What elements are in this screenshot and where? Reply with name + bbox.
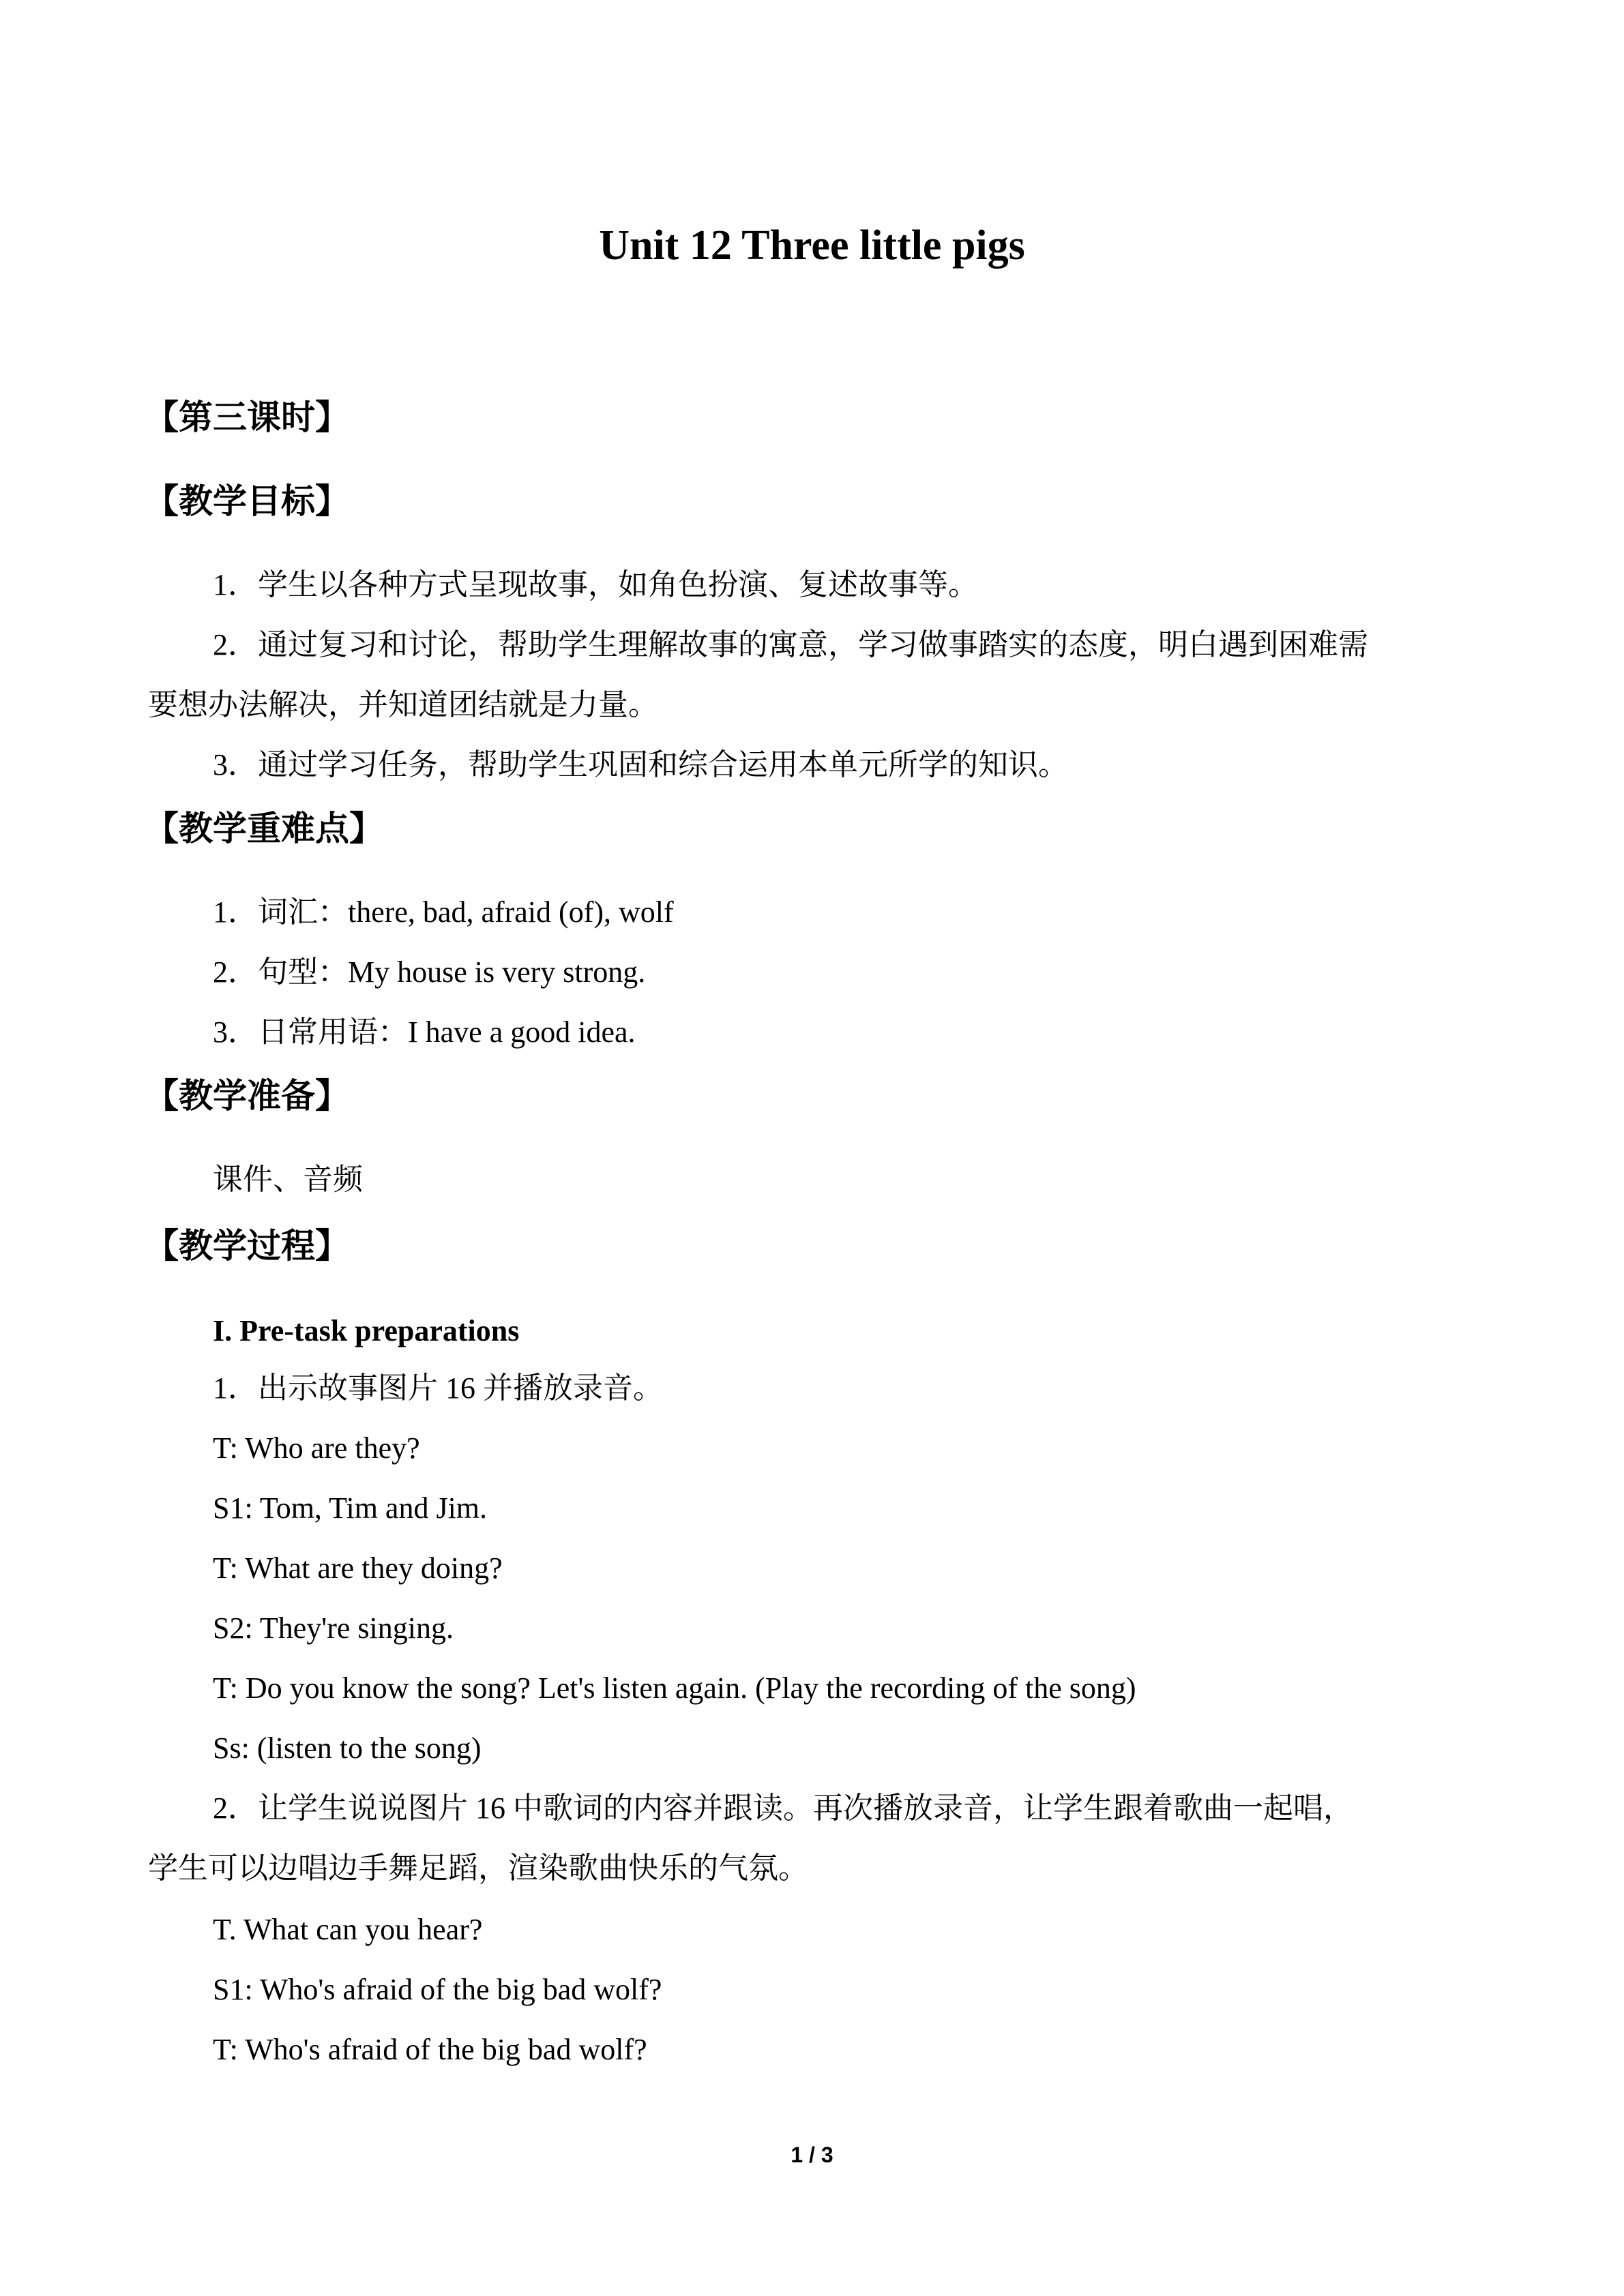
key-point-item-2: 2．句型：My house is very strong. bbox=[213, 955, 646, 989]
dialogue-line: T: Who are they? bbox=[213, 1431, 420, 1465]
dialogue-line: S1: Who's afraid of the big bad wolf? bbox=[213, 1973, 662, 2006]
lesson-period-heading: 【第三课时】 bbox=[145, 398, 349, 437]
page-number: 1 / 3 bbox=[791, 2143, 833, 2167]
step-2-line-2: 学生可以边唱边手舞足蹈，渲染歌曲快乐的气氛。 bbox=[148, 1851, 808, 1885]
key-points-heading: 【教学重难点】 bbox=[145, 809, 383, 848]
dialogue-line: T: Who's afraid of the big bad wolf? bbox=[213, 2033, 647, 2066]
dialogue-line: S1: Tom, Tim and Jim. bbox=[213, 1491, 488, 1525]
objective-item-3: 3．通过学习任务，帮助学生巩固和综合运用本单元所学的知识。 bbox=[213, 748, 1068, 781]
key-point-item-1: 1．词汇：there, bad, afraid (of), wolf bbox=[213, 895, 674, 929]
dialogue-line: Ss: (listen to the song) bbox=[213, 1731, 482, 1765]
document-title: Unit 12 Three little pigs bbox=[599, 222, 1025, 269]
dialogue-line: T. What can you hear? bbox=[213, 1913, 483, 1946]
step-2-line-1: 2．让学生说说图片 16 中歌词的内容并跟读。再次播放录音，让学生跟着歌曲一起唱， bbox=[213, 1791, 1353, 1825]
process-heading: 【教学过程】 bbox=[145, 1226, 349, 1266]
objective-item-2-line-1: 2．通过复习和讨论，帮助学生理解故事的寓意，学习做事踏实的态度，明白遇到困难需 bbox=[213, 628, 1368, 661]
objectives-heading: 【教学目标】 bbox=[145, 481, 349, 521]
dialogue-line: T: What are they doing? bbox=[213, 1551, 503, 1585]
key-point-item-3: 3．日常用语：I have a good idea. bbox=[213, 1015, 636, 1049]
section-1-title: I. Pre-task preparations bbox=[213, 1314, 520, 1347]
objective-item-1: 1．学生以各种方式呈现故事，如角色扮演、复述故事等。 bbox=[213, 568, 978, 601]
preparation-heading: 【教学准备】 bbox=[145, 1076, 349, 1116]
objective-item-2-line-2: 要想办法解决，并知道团结就是力量。 bbox=[148, 688, 658, 721]
dialogue-line: T: Do you know the song? Let's listen again. (Play the recording of the song) bbox=[213, 1671, 1136, 1705]
preparation-text: 课件、音频 bbox=[213, 1163, 363, 1196]
step-1: 1．出示故事图片 16 并播放录音。 bbox=[213, 1371, 663, 1405]
dialogue-line: S2: They're singing. bbox=[213, 1611, 454, 1645]
